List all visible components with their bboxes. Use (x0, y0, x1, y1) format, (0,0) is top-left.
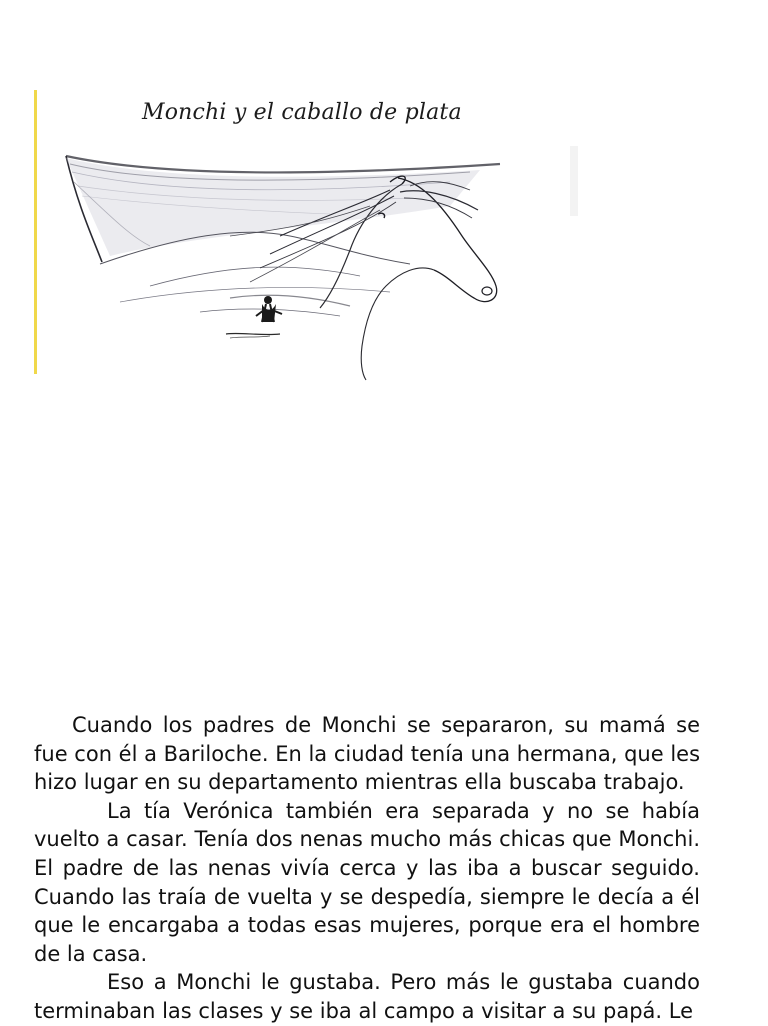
paragraph-1: Cuando los padres de Monchi se separaron, su mamá se fue con él a Bariloche. En la ciudad tenía una hermana, que les hizo lugar en su departamento mientras ella buscaba trabajo. (34, 713, 701, 795)
cover-illustration (30, 86, 578, 382)
paragraph-3: Eso a Monchi le gustaba. Pero más le gustaba cuando terminaban las clases y se iba al campo a visitar a su papá. Le (34, 970, 700, 1023)
story-text (34, 711, 700, 1026)
paragraph-2: La tía Verónica también era separada y no se había vuelto a casar. Tenía dos nenas mucho más chicas que Monchi. El padre de las nenas vivía cerca y las iba a buscar seguido. Cuando las traía de vuelta y se despedía, siempre le decía a él que le encargaba a todas esas mujeres, porque era el hombre de la casa. (34, 798, 700, 966)
illustration-title: Monchi y el caballo de plata (142, 100, 462, 125)
horse-sketch-icon (30, 86, 578, 382)
